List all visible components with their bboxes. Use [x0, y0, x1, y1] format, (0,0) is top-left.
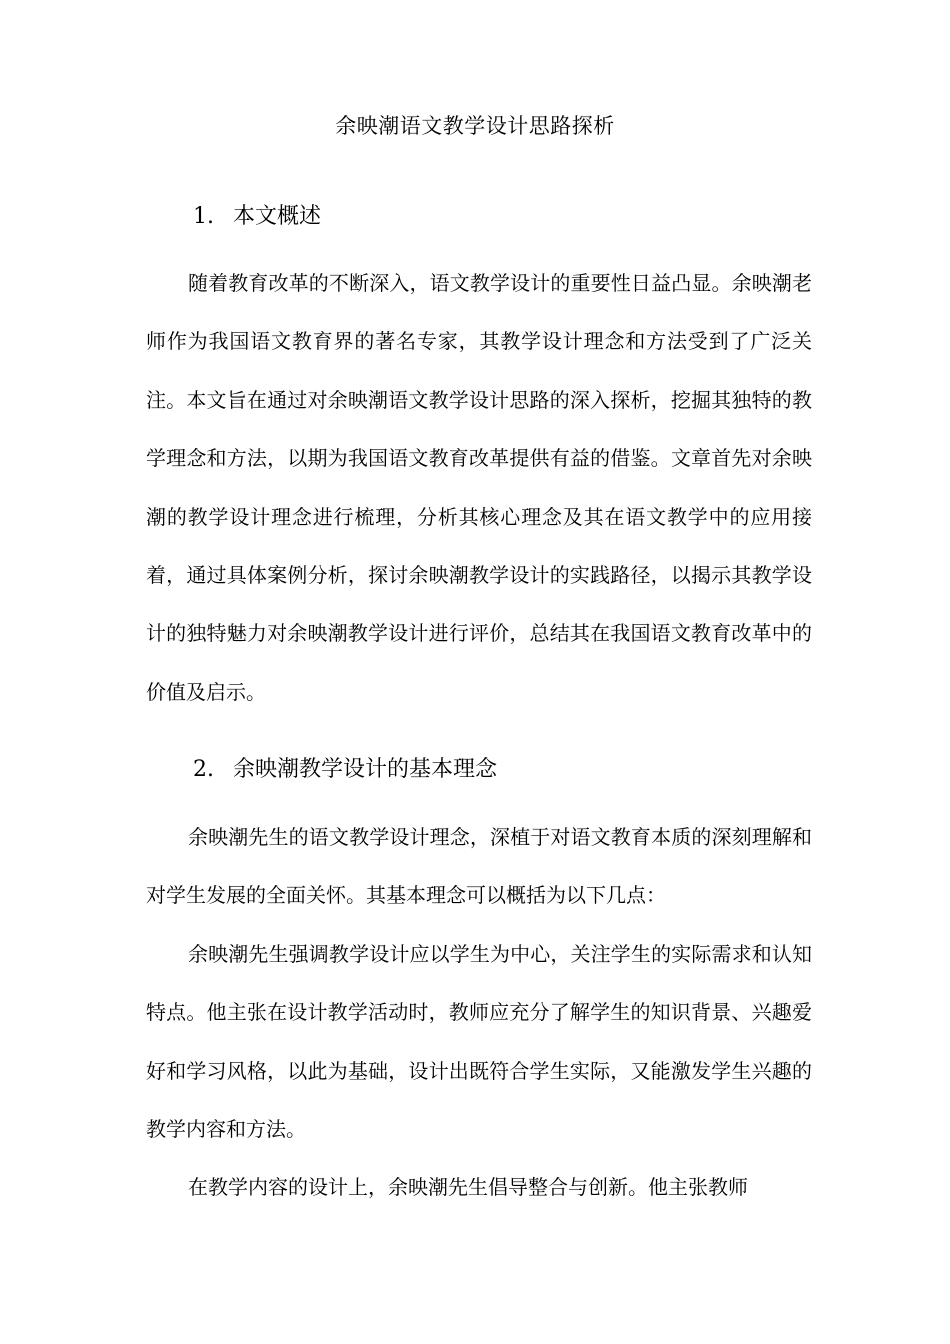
section-title: 余映潮教学设计的基本理念 [233, 757, 498, 782]
paragraph: 余映潮先生的语文教学设计理念，深植于对语文教育本质的深刻理解和对学生发展的全面关怀。其基本理念可以概括为以下几点： [146, 825, 812, 908]
section-heading-2 [193, 752, 497, 788]
section-heading-1 [193, 199, 321, 235]
section-number: 2. [193, 757, 214, 782]
paragraph: 余映潮先生强调教学设计应以学生为中心，关注学生的实际需求和认知特点。他主张在设计教学活动时，教师应充分了解学生的知识背景、兴趣爱好和学习风格，以此为基础，设计出既符合学生实际，又能激发学生兴趣的教学内容和方法。 [146, 942, 812, 1142]
section-number: 1. [193, 204, 214, 229]
paragraph: 在教学内容的设计上，余映潮先生倡导整合与创新。他主张教师 [188, 1175, 748, 1199]
paragraph: 随着教育改革的不断深入，语文教学设计的重要性日益凸显。余映潮老师作为我国语文教育界的著名专家，其教学设计理念和方法受到了广泛关注。本文旨在通过对余映潮语文教学设计思路的深入探析，挖掘其独特的教学理念和方法，以期为我国语文教育改革提供有益的借鉴。文章首先对余映潮的教学设计理念进行梳理，分析其核心理念及其在语文教学中的应用接着，通过具体案例分析，探讨余映潮教学设计的实践路径，以揭示其教学设计的独特魅力对余映潮教学设计进行评价，总结其在我国语文教育改革中的价值及启示。 [146, 271, 812, 704]
section-title: 本文概述 [233, 204, 322, 229]
document-title: 余映潮语文教学设计思路探析 [335, 114, 615, 138]
